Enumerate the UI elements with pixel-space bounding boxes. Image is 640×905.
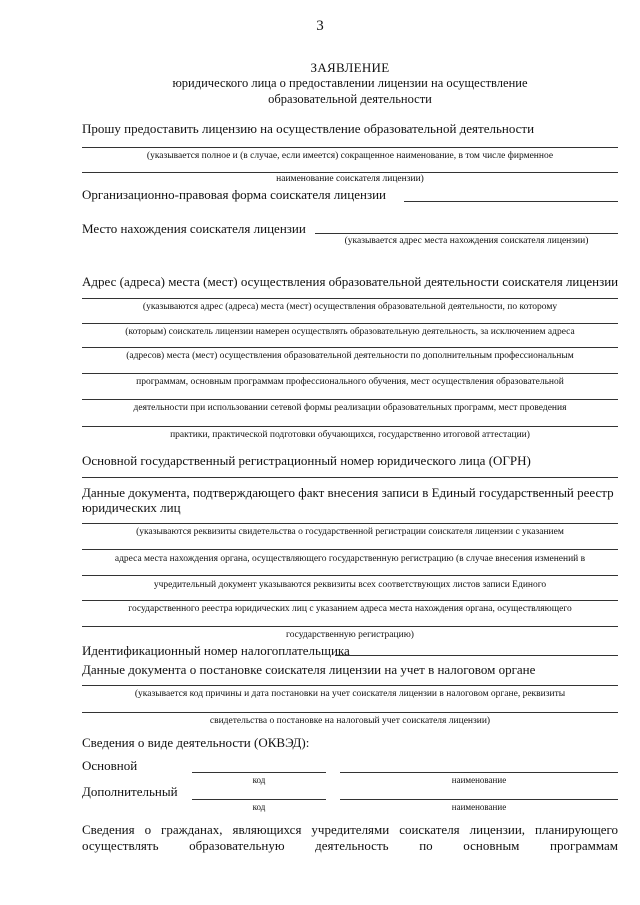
tax-doc-label: Данные документа о постановке соискателя лицензии на учет в налоговом органе	[82, 662, 536, 677]
egrul-note-1: (указываются реквизиты свидетельства о государственной регистрации соискателя лицензии с указанием	[136, 527, 564, 537]
egrul-label-2: юридических лиц	[82, 500, 181, 515]
tax-note-1: (указывается код причины и дата постановки на учет соискателя лицензии в налоговом органе, реквизиты	[134, 689, 566, 699]
document-subtitle-line-2: образовательной деятельности	[268, 92, 432, 106]
founders-word: лицензии,	[469, 822, 526, 837]
org-name-field-line[interactable]	[82, 147, 618, 148]
tax-note-2: свидетельства о постановке на налоговый учет соискателя лицензии)	[209, 716, 491, 726]
location-label: Место нахождения соискателя лицензии	[82, 221, 306, 236]
legal-form-label: Организационно-правовая форма соискателя лицензии	[82, 187, 386, 202]
founders-word: Сведения	[82, 822, 135, 837]
ogrn-field-line[interactable]	[82, 477, 618, 478]
okved-main-name-field[interactable]	[340, 772, 618, 773]
egrul-field-line-4[interactable]	[82, 600, 618, 601]
founders-word: являющихся	[232, 822, 302, 837]
founders-word: деятельность	[315, 838, 389, 853]
okved-main-code-field[interactable]	[192, 772, 326, 773]
founders-word: образовательную	[189, 838, 285, 853]
founders-word: программам	[550, 838, 618, 853]
org-name-note-2: наименование соискателя лицензии)	[276, 174, 424, 184]
tax-doc-field-line-2[interactable]	[82, 712, 618, 713]
founders-word: планирующего	[535, 822, 618, 837]
founders-word: по	[419, 838, 433, 853]
activity-address-line-6[interactable]	[82, 426, 618, 427]
okved-additional-code-field[interactable]	[192, 799, 326, 800]
page-number: 3	[316, 18, 324, 34]
activity-note-3: (адресов) места (мест) осуществления образовательной деятельности по дополнительным профессиональным	[126, 351, 574, 361]
activity-addresses-label: Адрес (адреса) места (мест) осуществления образовательной деятельности соискателя лицензии	[82, 274, 619, 289]
tax-doc-field-line-1[interactable]	[82, 685, 618, 686]
egrul-note-2: адреса места нахождения органа, осуществляющего государственную регистрацию (в случае внесения изменений в	[114, 554, 586, 564]
okved-additional-name-field[interactable]	[340, 799, 618, 800]
document-title: ЗАЯВЛЕНИЕ	[310, 60, 390, 75]
founders-word: основным	[463, 838, 520, 853]
founders-word: учредителями	[311, 822, 390, 837]
okved-main-code-caption: код	[252, 775, 266, 785]
okved-additional-code-caption: код	[252, 802, 266, 812]
activity-address-line-4[interactable]	[82, 373, 618, 374]
activity-address-line-3[interactable]	[82, 347, 618, 348]
inn-label: Идентификационный номер налогоплательщика	[82, 643, 350, 658]
egrul-field-line-2[interactable]	[82, 549, 618, 550]
founders-word: о	[144, 822, 152, 837]
founders-word: соискателя	[399, 822, 460, 837]
okved-title: Сведения о виде деятельности (ОКВЭД):	[82, 735, 310, 750]
founders-word: гражданах,	[161, 822, 223, 837]
document-subtitle-line-1: юридического лица о предоставлении лицензии на осуществление	[172, 76, 528, 90]
location-note: (указывается адрес места нахождения соискателя лицензии)	[344, 236, 589, 246]
founders-word: осуществлять	[82, 838, 159, 853]
egrul-note-3: учредительный документ указываются реквизиты всех соответствующих листов записи Единого	[153, 580, 547, 590]
egrul-note-5: государственную регистрацию)	[286, 630, 414, 640]
activity-note-2: (которым) соискатель лицензии намерен осуществлять образовательную деятельность, за исключением адреса	[125, 327, 575, 337]
founders-line-2	[82, 838, 618, 854]
activity-address-line-5[interactable]	[82, 399, 618, 400]
inn-field-line[interactable]	[335, 655, 618, 656]
okved-additional-label: Дополнительный	[82, 784, 178, 799]
egrul-label-1: Данные документа, подтверждающего факт внесения записи в Единый государственный реестр	[82, 485, 614, 500]
egrul-field-line-5[interactable]	[82, 626, 618, 627]
egrul-note-4: государственного реестра юридических лиц с указанием адреса места нахождения органа, осуществляющего	[128, 604, 572, 614]
activity-address-line-2[interactable]	[82, 323, 618, 324]
activity-note-5: деятельности при использовании сетевой формы реализации образовательных программ, мест проведения	[133, 403, 567, 413]
org-name-field-line-2[interactable]	[82, 172, 618, 173]
founders-line-1	[82, 822, 618, 838]
ogrn-label: Основной государственный регистрационный номер юридического лица (ОГРН)	[82, 453, 531, 468]
request-label: Прошу предоставить лицензию на осуществление образовательной деятельности	[82, 121, 535, 136]
okved-additional-name-caption: наименование	[451, 802, 507, 812]
location-field-line[interactable]	[315, 233, 618, 234]
org-name-note-1: (указывается полное и (в случае, если имеется) сокращенное наименование, в том числе фирменное	[146, 151, 554, 161]
activity-note-4: программам, основным программам профессионального обучения, мест осуществления образовательной	[136, 377, 564, 387]
activity-note-1: (указываются адрес (адреса) места (мест) осуществления образовательной деятельности, по которому	[142, 302, 558, 312]
okved-main-name-caption: наименование	[451, 775, 507, 785]
activity-address-line-1[interactable]	[82, 298, 618, 299]
legal-form-field-line[interactable]	[404, 201, 618, 202]
okved-main-label: Основной	[82, 758, 138, 773]
activity-note-6: практики, практической подготовки обучающихся, государственно итоговой аттестации)	[170, 430, 530, 440]
egrul-field-line-1[interactable]	[82, 523, 618, 524]
egrul-field-line-3[interactable]	[82, 575, 618, 576]
